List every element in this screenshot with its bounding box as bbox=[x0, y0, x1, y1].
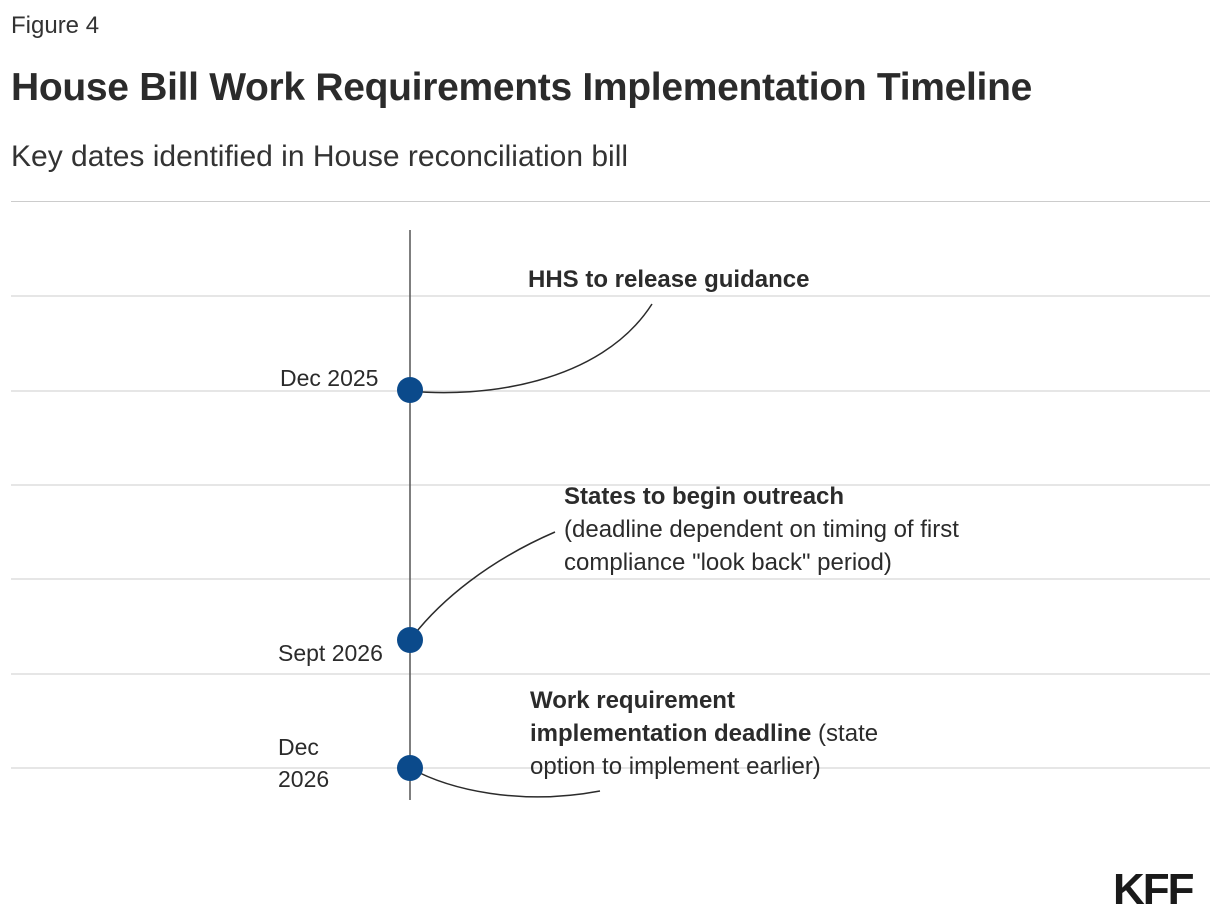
event-headline-line1: Work requirement bbox=[530, 687, 735, 714]
date-label-sept-2026: Sept 2026 bbox=[278, 640, 383, 666]
event-hhs-guidance bbox=[528, 263, 809, 296]
event-states-outreach bbox=[564, 480, 1004, 579]
connector-states-outreach bbox=[410, 532, 555, 640]
chart-title: House Bill Work Requirements Implementation Timeline bbox=[11, 66, 1033, 109]
event-detail: (deadline dependent on timing of first compliance "look back" period) bbox=[564, 516, 959, 576]
date-line-1: Dec bbox=[278, 734, 319, 760]
event-headline: HHS to release guidance bbox=[528, 266, 810, 293]
event-detail: (state option to implement earlier) bbox=[530, 720, 879, 780]
date-label-dec-2026 bbox=[278, 731, 329, 795]
chart-subtitle: Key dates identified in House reconciliation bill bbox=[11, 140, 629, 173]
event-headline: States to begin outreach bbox=[564, 483, 845, 510]
date-line-2: 2026 bbox=[278, 766, 330, 792]
event-headline-line2: implementation deadline bbox=[530, 720, 812, 747]
date-label-dec-2025: Dec 2025 bbox=[280, 365, 379, 391]
figure-label: Figure 4 bbox=[11, 12, 100, 39]
marker-sept-2026 bbox=[397, 627, 423, 653]
event-work-requirement bbox=[530, 684, 930, 783]
marker-dec-2026 bbox=[397, 755, 423, 781]
kff-logo: KFF bbox=[1113, 865, 1193, 914]
connector-hhs-guidance bbox=[410, 304, 652, 393]
marker-dec-2025 bbox=[397, 377, 423, 403]
